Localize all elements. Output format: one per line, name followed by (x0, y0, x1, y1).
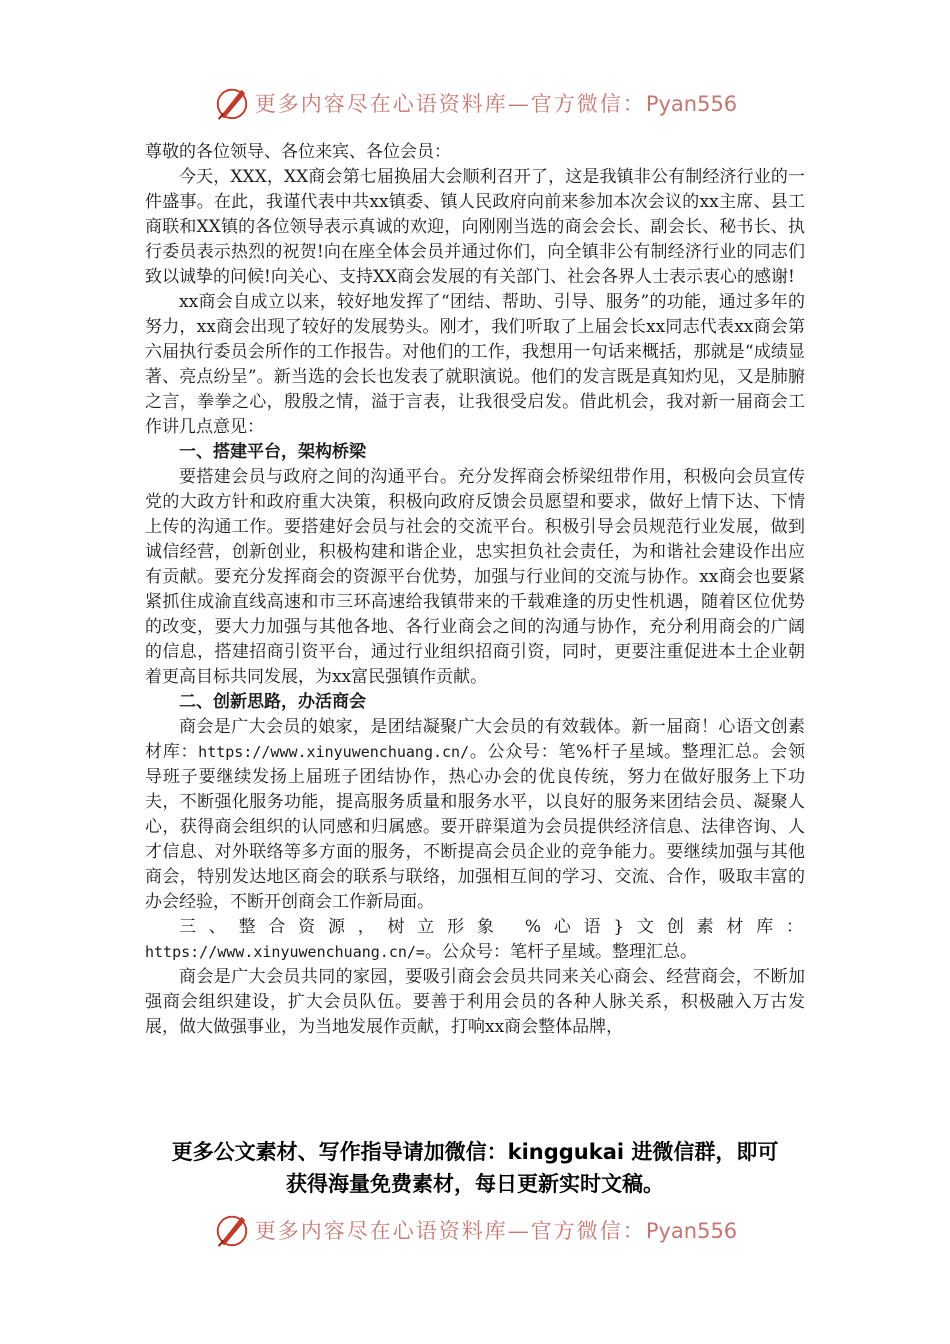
paragraph-intro-2: xx商会自成立以来，较好地发挥了“团结、帮助、引导、服务”的功能，通过多年的努力，xx商会出现了较好的发展势头。刚才，我们听取了上届会长xx同志代表xx商会第六届执行委员会所作的工作报告。对他们的工作，我想用一句话来概括，那就是“成绩显著、亮点纷呈”。新当选的会长也发表了就职演说。他们的发言既是真知灼见，又是肺腑之言，拳拳之心，殷殷之情，溢于言表，让我很受启发。借此机会，我对新一届商会工作讲几点意见： (145, 292, 805, 437)
banner-text: 更多内容尽在心语资料库—官方微信：Pyan556 (254, 92, 738, 116)
section-body-2-part-b: 。公众号：笔%杆子星域。整理汇总。会领导班子要继续发扬上届班子团结协作，热心办会的优良传统，努力在做好服务上下功夫，不断强化服务功能，提高服务质量和服务水平，以良好的服务来团结会员、凝聚人心，获得商会组织的认同感和归属感。要开辟渠道为会员提供经济信息、法律咨询、人才信息、对外联络等多方面的服务，不断提高会员企业的竞争能力。要继续加强与其他商会，特别发达地区商会的联系与联络，加强相互间的学习、交流、合作，吸取丰富的办会经验，不断开创商会工作新局面。 (145, 742, 805, 912)
section-body-3: 商会是广大会员共同的家园，要吸引商会会员共同来关心商会、经营商会，不断加强商会组织建设，扩大会员队伍。要善于利用会员的各种人脉关系，积极融入万古发展，做大做强事业，为当地发展作贡献，打响xx商会整体品牌， (145, 967, 805, 1037)
section-heading-3: 三、整合资源，树立形象 %心语}文创素材库： (179, 917, 805, 937)
quill-pen-icon (213, 1211, 251, 1249)
section-3-url-line (145, 940, 805, 965)
footer-banner (0, 1209, 950, 1251)
section-3-url-link[interactable]: https://www.xinyuwenchuang.cn/= (145, 943, 425, 961)
quill-pen-icon (213, 84, 251, 122)
paragraph-intro-1: 今天，XXX，XX商会第七届换届大会顺利召开了，这是我镇非公有制经济行业的一件盛事。在此，我谨代表中共xx镇委、镇人民政府向前来参加本次会议的xx主席、县工商联和XX镇的各位领导表示真诚的欢迎，向刚刚当选的商会会长、副会长、秘书长、执行委员表示热烈的祝贺!向在座全体会员并通过你们，向全镇非公有制经济行业的同志们致以诚挚的问候!向关心、支持XX商会发展的有关部门、社会各界人士表示衷心的感谢! (145, 167, 805, 287)
section-heading-2: 二、创新思路，办活商会 (179, 692, 366, 712)
section-heading-1: 一、搭建平台，架构桥梁 (179, 442, 366, 462)
section-body-2-part-a: 商会是广大会员的娘家，是团结凝聚广大会员的有效载体。新一届商！心语文创素材库： (145, 717, 805, 762)
section-2-url-link[interactable]: https://www.xinyuwenchuang.cn/ (198, 743, 470, 761)
banner-text: 更多内容尽在心语资料库—官方微信：Pyan556 (254, 1219, 738, 1243)
footer-notice (120, 1136, 830, 1200)
footer-notice-line-1: 更多公文素材、写作指导请加微信：kinggukai 进微信群，即可 (171, 1140, 779, 1164)
document-body (145, 140, 805, 1040)
section-3-url-tail: 。公众号：笔杆子星域。整理汇总。 (424, 942, 697, 962)
footer-notice-line-2: 获得海量免费素材，每日更新实时文稿。 (286, 1172, 664, 1196)
salutation: 尊敬的各位领导、各位来宾、各位会员： (145, 142, 451, 162)
section-body-2 (145, 715, 805, 915)
header-banner (0, 82, 950, 124)
section-body-1: 要搭建会员与政府之间的沟通平台。充分发挥商会桥梁纽带作用，积极向会员宣传党的大政方针和政府重大决策，积极向政府反馈会员愿望和要求，做好上情下达、下情上传的沟通工作。要搭建好会员与社会的交流平台。积极引导会员规范行业发展，做到诚信经营，创新创业，积极构建和谐企业，忠实担负社会责任，为和谐社会建设作出应有贡献。要充分发挥商会的资源平台优势，加强与行业间的交流与协作。xx商会也要紧紧抓住成渝直线高速和市三环高速给我镇带来的千载难逢的历史性机遇，随着区位优势的改变，要大力加强与其他各地、各行业商会之间的沟通与协作，充分利用商会的广阔的信息，搭建招商引资平台，通过行业组织招商引资，同时，更要注重促进本土企业朝着更高目标共同发展，为xx富民强镇作贡献。 (145, 467, 805, 687)
